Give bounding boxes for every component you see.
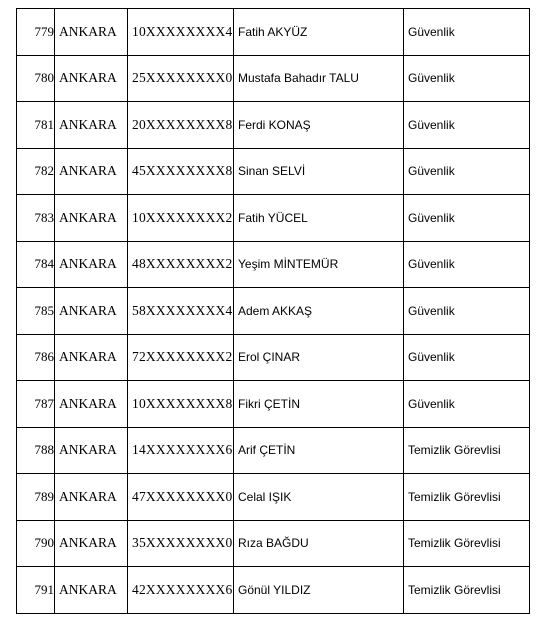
job-title-cell: Güvenlik: [404, 148, 530, 195]
job-title-cell: Güvenlik: [404, 381, 530, 428]
row-number-cell: 787: [17, 381, 55, 428]
table-row: [17, 288, 530, 335]
row-number-cell: 789: [17, 474, 55, 521]
full-name-cell: Fikri ÇETİN: [234, 381, 404, 428]
job-title-cell: Güvenlik: [404, 288, 530, 335]
table-row: [17, 241, 530, 288]
row-number-cell: 788: [17, 427, 55, 474]
job-title-cell: Güvenlik: [404, 195, 530, 242]
row-number-cell: 784: [17, 241, 55, 288]
id-number-cell: 42XXXXXXXX6: [128, 567, 234, 614]
job-title-cell: Güvenlik: [404, 55, 530, 102]
job-title-cell: Güvenlik: [404, 9, 530, 56]
job-title-cell: Temizlik Görevlisi: [404, 567, 530, 614]
full-name-cell: Sinan SELVİ: [234, 148, 404, 195]
city-cell: ANKARA: [55, 567, 128, 614]
table-row: [17, 148, 530, 195]
personnel-table-body: [17, 9, 530, 614]
table-row: [17, 195, 530, 242]
id-number-cell: 20XXXXXXXX8: [128, 102, 234, 149]
full-name-cell: Rıza BAĞDU: [234, 520, 404, 567]
city-cell: ANKARA: [55, 241, 128, 288]
row-number-cell: 781: [17, 102, 55, 149]
row-number-cell: 786: [17, 334, 55, 381]
table-row: [17, 381, 530, 428]
city-cell: ANKARA: [55, 195, 128, 242]
id-number-cell: 25XXXXXXXX0: [128, 55, 234, 102]
personnel-list-page: [16, 8, 529, 614]
city-cell: ANKARA: [55, 427, 128, 474]
full-name-cell: Celal IŞIK: [234, 474, 404, 521]
city-cell: ANKARA: [55, 9, 128, 56]
table-row: [17, 9, 530, 56]
full-name-cell: Arif ÇETİN: [234, 427, 404, 474]
city-cell: ANKARA: [55, 102, 128, 149]
table-row: [17, 520, 530, 567]
id-number-cell: 58XXXXXXXX4: [128, 288, 234, 335]
row-number-cell: 783: [17, 195, 55, 242]
city-cell: ANKARA: [55, 381, 128, 428]
full-name-cell: Gönül YILDIZ: [234, 567, 404, 614]
job-title-cell: Temizlik Görevlisi: [404, 427, 530, 474]
job-title-cell: Güvenlik: [404, 241, 530, 288]
table-row: [17, 102, 530, 149]
city-cell: ANKARA: [55, 148, 128, 195]
table-row: [17, 55, 530, 102]
full-name-cell: Mustafa Bahadır TALU: [234, 55, 404, 102]
job-title-cell: Güvenlik: [404, 102, 530, 149]
full-name-cell: Adem AKKAŞ: [234, 288, 404, 335]
id-number-cell: 14XXXXXXXX6: [128, 427, 234, 474]
row-number-cell: 785: [17, 288, 55, 335]
job-title-cell: Temizlik Görevlisi: [404, 474, 530, 521]
full-name-cell: Ferdi KONAŞ: [234, 102, 404, 149]
table-row: [17, 567, 530, 614]
row-number-cell: 780: [17, 55, 55, 102]
id-number-cell: 10XXXXXXXX8: [128, 381, 234, 428]
job-title-cell: Temizlik Görevlisi: [404, 520, 530, 567]
row-number-cell: 779: [17, 9, 55, 56]
full-name-cell: Yeşim MİNTEMÜR: [234, 241, 404, 288]
id-number-cell: 10XXXXXXXX2: [128, 195, 234, 242]
table-row: [17, 334, 530, 381]
id-number-cell: 35XXXXXXXX0: [128, 520, 234, 567]
row-number-cell: 791: [17, 567, 55, 614]
city-cell: ANKARA: [55, 520, 128, 567]
city-cell: ANKARA: [55, 288, 128, 335]
table-row: [17, 474, 530, 521]
id-number-cell: 72XXXXXXXX2: [128, 334, 234, 381]
full-name-cell: Fatih AKYÜZ: [234, 9, 404, 56]
row-number-cell: 782: [17, 148, 55, 195]
city-cell: ANKARA: [55, 55, 128, 102]
full-name-cell: Erol ÇINAR: [234, 334, 404, 381]
id-number-cell: 10XXXXXXXX4: [128, 9, 234, 56]
city-cell: ANKARA: [55, 334, 128, 381]
job-title-cell: Güvenlik: [404, 334, 530, 381]
personnel-table: [16, 8, 530, 614]
table-row: [17, 427, 530, 474]
full-name-cell: Fatih YÜCEL: [234, 195, 404, 242]
row-number-cell: 790: [17, 520, 55, 567]
id-number-cell: 48XXXXXXXX2: [128, 241, 234, 288]
id-number-cell: 47XXXXXXXX0: [128, 474, 234, 521]
id-number-cell: 45XXXXXXXX8: [128, 148, 234, 195]
city-cell: ANKARA: [55, 474, 128, 521]
